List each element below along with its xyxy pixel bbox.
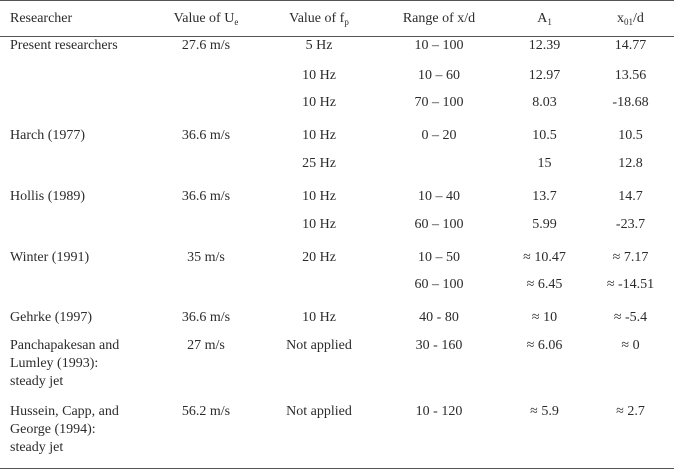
cell-researcher bbox=[0, 67, 150, 94]
cell-researcher bbox=[0, 276, 150, 309]
cell-a1: 12.39 bbox=[528, 38, 561, 53]
cell-a1: 12.97 bbox=[528, 67, 561, 83]
cell-x01: -23.7 bbox=[615, 216, 646, 232]
cell-researcher: Hollis (1989) bbox=[10, 188, 86, 204]
header-x01-subscript: 01 bbox=[624, 16, 634, 27]
header-fp-subscript: p bbox=[344, 16, 349, 27]
cell-range bbox=[376, 155, 502, 188]
cell-researcher bbox=[0, 403, 150, 469]
table-row bbox=[0, 127, 674, 155]
cell-a1: 5.99 bbox=[532, 216, 557, 232]
cell-range: 40 - 80 bbox=[419, 309, 459, 325]
cell-range: 60 – 100 bbox=[414, 276, 464, 292]
researcher-line: Panchapakesan and bbox=[10, 337, 120, 353]
cell-researcher: Gehrke (1997) bbox=[10, 309, 93, 325]
header-a1-subscript: 1 bbox=[547, 16, 552, 27]
table-row bbox=[0, 94, 674, 127]
table-row bbox=[0, 188, 674, 216]
cell-a1: 10.5 bbox=[532, 127, 557, 143]
cell-fp bbox=[262, 276, 376, 309]
cell-range: 0 – 20 bbox=[421, 127, 457, 143]
cell-x01: 14.7 bbox=[618, 188, 643, 204]
cell-researcher: Winter (1991) bbox=[10, 249, 90, 265]
cell-x01: ≈ -5.4 bbox=[613, 309, 648, 325]
table-header bbox=[0, 1, 674, 37]
cell-ue bbox=[150, 276, 262, 309]
cell-ue bbox=[150, 216, 262, 249]
cell-fp: 10 Hz bbox=[302, 94, 336, 110]
cell-a1: 15 bbox=[537, 155, 552, 171]
cell-range: 10 – 40 bbox=[418, 188, 460, 204]
table-row bbox=[0, 216, 674, 249]
table-body bbox=[0, 37, 674, 469]
table-row bbox=[0, 249, 674, 276]
cell-ue: 36.6 m/s bbox=[181, 188, 231, 204]
cell-a1: ≈ 6.45 bbox=[526, 276, 563, 292]
cell-range: 30 - 160 bbox=[415, 337, 463, 353]
table-row bbox=[0, 403, 674, 469]
header-x01-label: x bbox=[617, 10, 625, 26]
cell-ue: 27.6 m/s bbox=[181, 38, 231, 53]
cell-x01: ≈ 0 bbox=[621, 337, 640, 353]
cell-fp: Not applied bbox=[286, 337, 352, 353]
header-ue-subscript: e bbox=[234, 16, 239, 27]
header-ue bbox=[150, 1, 262, 37]
cell-ue bbox=[150, 94, 262, 127]
table-row bbox=[0, 337, 674, 403]
cell-range: 10 - 120 bbox=[415, 403, 463, 419]
cell-range: 60 – 100 bbox=[414, 216, 464, 232]
cell-a1: ≈ 6.06 bbox=[526, 337, 563, 353]
table-row bbox=[0, 276, 674, 309]
cell-ue: 27 m/s bbox=[187, 337, 225, 353]
cell-range: 70 – 100 bbox=[414, 94, 464, 110]
researcher-line: steady jet bbox=[10, 439, 64, 455]
cell-x01: 10.5 bbox=[618, 127, 643, 143]
cell-fp: 5 Hz bbox=[305, 38, 333, 53]
cell-researcher bbox=[0, 155, 150, 188]
cell-range: 10 – 50 bbox=[418, 249, 460, 265]
header-a1 bbox=[502, 1, 587, 37]
cell-fp: 10 Hz bbox=[302, 188, 336, 204]
cell-x01: ≈ 2.7 bbox=[616, 403, 645, 419]
header-ue-label: Value of U bbox=[173, 10, 235, 26]
table-row bbox=[0, 37, 674, 67]
cell-fp: Not applied bbox=[286, 403, 352, 419]
cell-fp: 10 Hz bbox=[302, 309, 336, 325]
cell-x01: 13.56 bbox=[614, 67, 647, 83]
cell-researcher: Harch (1977) bbox=[10, 127, 86, 143]
cell-x01: ≈ 7.17 bbox=[612, 249, 649, 265]
cell-ue bbox=[150, 155, 262, 188]
cell-fp: 25 Hz bbox=[302, 155, 336, 171]
cell-x01: ≈ -14.51 bbox=[606, 276, 655, 292]
header-fp-label: Value of f bbox=[289, 10, 345, 26]
cell-ue: 36.6 m/s bbox=[181, 309, 231, 325]
cell-x01: 14.77 bbox=[614, 38, 647, 53]
table-row bbox=[0, 67, 674, 94]
cell-a1: ≈ 5.9 bbox=[530, 403, 559, 419]
header-a1-label: A bbox=[537, 10, 548, 26]
cell-a1: 13.7 bbox=[532, 188, 557, 204]
cell-researcher bbox=[0, 94, 150, 127]
cell-range: 10 – 60 bbox=[418, 67, 460, 83]
cell-fp: 10 Hz bbox=[302, 127, 336, 143]
cell-researcher bbox=[0, 216, 150, 249]
cell-ue: 56.2 m/s bbox=[181, 403, 231, 419]
table-row bbox=[0, 309, 674, 337]
researcher-line: Lumley (1993): bbox=[10, 355, 99, 371]
cell-ue: 35 m/s bbox=[187, 249, 225, 265]
table-row bbox=[0, 155, 674, 188]
cell-x01: -18.68 bbox=[612, 94, 649, 110]
cell-researcher: Present researchers bbox=[10, 38, 118, 53]
cell-ue bbox=[150, 67, 262, 94]
researcher-line: steady jet bbox=[10, 373, 64, 389]
cell-a1: ≈ 10.47 bbox=[523, 249, 566, 265]
researcher-line: Hussein, Capp, and bbox=[10, 403, 119, 419]
header-row bbox=[0, 1, 674, 37]
cell-range: 10 – 100 bbox=[414, 38, 464, 53]
header-x01-suffix: /d bbox=[633, 10, 644, 26]
researcher-line: George (1994): bbox=[10, 421, 96, 437]
header-x01 bbox=[587, 1, 674, 37]
cell-a1: 8.03 bbox=[532, 94, 557, 110]
cell-fp: 10 Hz bbox=[302, 216, 336, 232]
header-range: Range of x/d bbox=[402, 10, 476, 26]
cell-fp: 10 Hz bbox=[302, 67, 336, 83]
cell-a1: ≈ 10 bbox=[531, 309, 558, 325]
cell-ue: 36.6 m/s bbox=[181, 127, 231, 143]
cell-researcher bbox=[0, 337, 150, 403]
header-fp bbox=[262, 1, 376, 37]
header-researcher: Researcher bbox=[10, 10, 73, 26]
cell-fp: 20 Hz bbox=[302, 249, 336, 265]
cell-x01: 12.8 bbox=[618, 155, 643, 171]
